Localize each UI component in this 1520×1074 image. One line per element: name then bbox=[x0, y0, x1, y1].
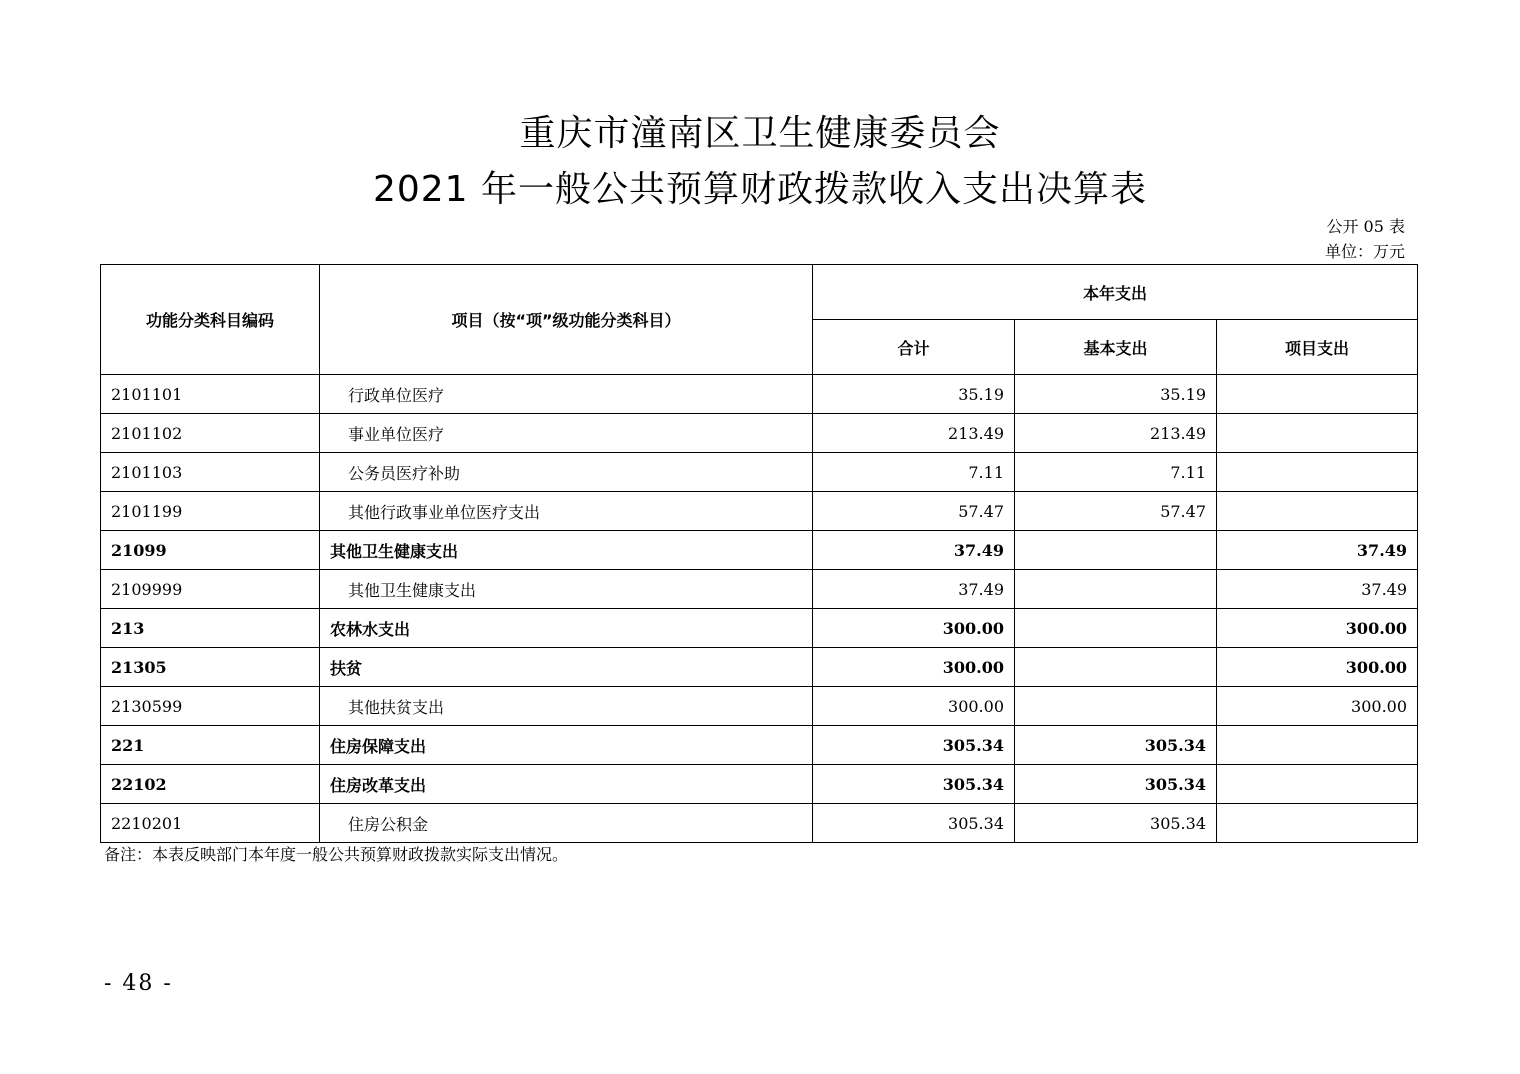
cell-project: 300.00 bbox=[1217, 687, 1418, 726]
footnote: 备注：本表反映部门本年度一般公共预算财政拨款实际支出情况。 bbox=[104, 845, 569, 864]
table-row bbox=[101, 765, 1418, 804]
cell-project bbox=[1217, 492, 1418, 531]
cell-project bbox=[1217, 414, 1418, 453]
table-row bbox=[101, 726, 1418, 765]
table-body bbox=[101, 375, 1418, 843]
cell-name: 住房改革支出 bbox=[320, 765, 813, 804]
cell-total: 300.00 bbox=[813, 648, 1015, 687]
cell-code: 22102 bbox=[101, 765, 320, 804]
table-row bbox=[101, 609, 1418, 648]
cell-project bbox=[1217, 453, 1418, 492]
cell-code: 2101102 bbox=[101, 414, 320, 453]
table-row bbox=[101, 531, 1418, 570]
cell-basic: 35.19 bbox=[1015, 375, 1217, 414]
cell-name: 行政单位医疗 bbox=[320, 375, 813, 414]
cell-project bbox=[1217, 375, 1418, 414]
cell-basic bbox=[1015, 648, 1217, 687]
page-number: - 48 - bbox=[104, 971, 173, 996]
cell-total: 305.34 bbox=[813, 765, 1015, 804]
header-code: 功能分类科目编码 bbox=[101, 265, 320, 375]
page-subtitle: 2021 年一般公共预算财政拨款收入支出决算表 bbox=[372, 169, 1148, 210]
cell-project bbox=[1217, 726, 1418, 765]
cell-total: 37.49 bbox=[813, 570, 1015, 609]
cell-name: 其他行政事业单位医疗支出 bbox=[320, 492, 813, 531]
cell-total: 35.19 bbox=[813, 375, 1015, 414]
cell-basic: 305.34 bbox=[1015, 804, 1217, 843]
cell-name: 公务员医疗补助 bbox=[320, 453, 813, 492]
unit-label: 单位：万元 bbox=[1324, 242, 1405, 261]
header-current-year: 本年支出 bbox=[813, 265, 1418, 320]
cell-code: 213 bbox=[101, 609, 320, 648]
cell-name: 农林水支出 bbox=[320, 609, 813, 648]
cell-code: 2210201 bbox=[101, 804, 320, 843]
cell-name: 住房公积金 bbox=[320, 804, 813, 843]
budget-table bbox=[100, 264, 1418, 843]
header-item: 项目（按“项”级功能分类科目） bbox=[320, 265, 813, 375]
cell-total: 57.47 bbox=[813, 492, 1015, 531]
cell-total: 305.34 bbox=[813, 804, 1015, 843]
table-row bbox=[101, 804, 1418, 843]
cell-project bbox=[1217, 765, 1418, 804]
cell-total: 213.49 bbox=[813, 414, 1015, 453]
cell-total: 300.00 bbox=[813, 687, 1015, 726]
cell-code: 2101199 bbox=[101, 492, 320, 531]
cell-name: 事业单位医疗 bbox=[320, 414, 813, 453]
cell-project: 300.00 bbox=[1217, 609, 1418, 648]
cell-code: 2101101 bbox=[101, 375, 320, 414]
header-project: 项目支出 bbox=[1217, 320, 1418, 375]
cell-project: 37.49 bbox=[1217, 570, 1418, 609]
cell-total: 305.34 bbox=[813, 726, 1015, 765]
cell-basic: 305.34 bbox=[1015, 765, 1217, 804]
page-title: 重庆市潼南区卫生健康委员会 bbox=[519, 113, 1001, 154]
form-number: 公开 05 表 bbox=[1326, 217, 1405, 236]
cell-basic bbox=[1015, 687, 1217, 726]
table-row bbox=[101, 453, 1418, 492]
cell-name: 其他卫生健康支出 bbox=[320, 531, 813, 570]
header-total: 合计 bbox=[813, 320, 1015, 375]
cell-project: 37.49 bbox=[1217, 531, 1418, 570]
table-row bbox=[101, 570, 1418, 609]
cell-name: 住房保障支出 bbox=[320, 726, 813, 765]
cell-basic bbox=[1015, 609, 1217, 648]
cell-code: 2130599 bbox=[101, 687, 320, 726]
cell-total: 37.49 bbox=[813, 531, 1015, 570]
cell-basic: 305.34 bbox=[1015, 726, 1217, 765]
cell-basic bbox=[1015, 531, 1217, 570]
cell-name: 扶贫 bbox=[320, 648, 813, 687]
cell-code: 21099 bbox=[101, 531, 320, 570]
table-row bbox=[101, 492, 1418, 531]
cell-project bbox=[1217, 804, 1418, 843]
cell-code: 221 bbox=[101, 726, 320, 765]
cell-basic bbox=[1015, 570, 1217, 609]
table-row bbox=[101, 375, 1418, 414]
cell-code: 2101103 bbox=[101, 453, 320, 492]
cell-total: 7.11 bbox=[813, 453, 1015, 492]
table-row bbox=[101, 687, 1418, 726]
cell-code: 2109999 bbox=[101, 570, 320, 609]
table-row bbox=[101, 648, 1418, 687]
table-row bbox=[101, 414, 1418, 453]
cell-total: 300.00 bbox=[813, 609, 1015, 648]
cell-project: 300.00 bbox=[1217, 648, 1418, 687]
cell-basic: 7.11 bbox=[1015, 453, 1217, 492]
cell-name: 其他卫生健康支出 bbox=[320, 570, 813, 609]
cell-basic: 57.47 bbox=[1015, 492, 1217, 531]
cell-basic: 213.49 bbox=[1015, 414, 1217, 453]
header-basic: 基本支出 bbox=[1015, 320, 1217, 375]
cell-name: 其他扶贫支出 bbox=[320, 687, 813, 726]
cell-code: 21305 bbox=[101, 648, 320, 687]
